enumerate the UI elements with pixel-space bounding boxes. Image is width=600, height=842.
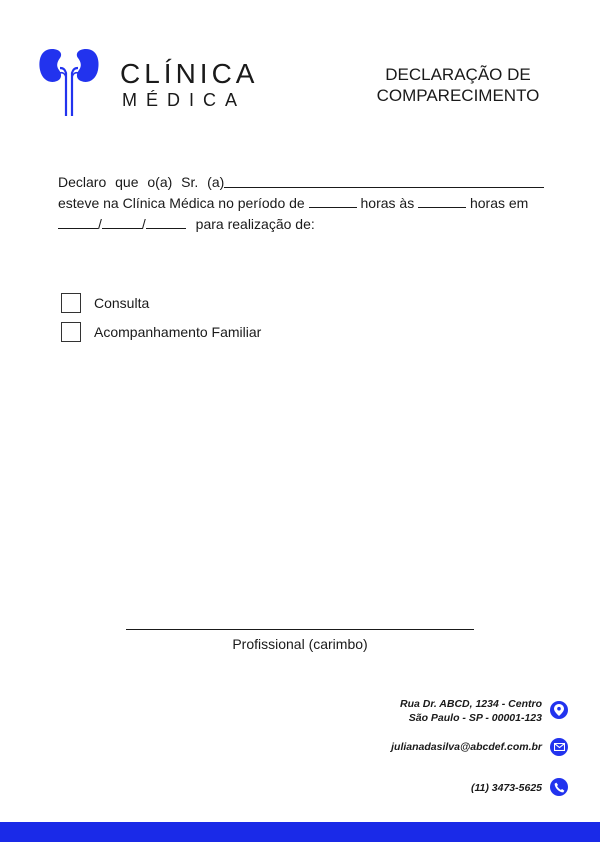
phone-icon bbox=[550, 778, 568, 796]
statement-prefix: Declaro que o(a) Sr. (a) bbox=[58, 174, 225, 190]
document-title bbox=[360, 64, 556, 106]
address-line-1: Rua Dr. ABCD, 1234 - Centro bbox=[400, 698, 542, 710]
option-label: Acompanhamento Familiar bbox=[94, 324, 262, 340]
statement bbox=[58, 172, 544, 235]
statement-line-2 bbox=[58, 193, 544, 214]
checkbox[interactable] bbox=[61, 322, 81, 342]
option-label: Consulta bbox=[94, 295, 150, 311]
email-icon bbox=[550, 738, 568, 756]
period-text: esteve na Clínica Médica no período de bbox=[58, 195, 309, 211]
checkbox[interactable] bbox=[61, 293, 81, 313]
title-line-2: COMPARECIMENTO bbox=[376, 86, 540, 105]
title-line-1: DECLARAÇÃO DE bbox=[385, 65, 531, 84]
hours-to-text: horas às bbox=[356, 195, 419, 211]
end-hour-field[interactable] bbox=[418, 206, 466, 208]
signature-label: Profissional (carimbo) bbox=[232, 636, 368, 652]
date-separator: / bbox=[98, 216, 102, 232]
location-icon bbox=[550, 701, 568, 719]
option-acompanhamento[interactable] bbox=[61, 322, 261, 342]
statement-line-3 bbox=[58, 214, 544, 235]
footer-bar bbox=[0, 822, 600, 842]
address bbox=[400, 697, 542, 725]
brand-subtitle: MÉDICA bbox=[122, 90, 247, 110]
brand-name: CLÍNICA bbox=[120, 58, 259, 89]
start-hour-field[interactable] bbox=[309, 206, 357, 208]
phone[interactable]: (11) 3473-5625 bbox=[470, 782, 542, 794]
day-field[interactable] bbox=[58, 227, 98, 229]
month-field[interactable] bbox=[102, 227, 142, 229]
kidneys-icon bbox=[38, 46, 100, 116]
statement-line-1 bbox=[58, 172, 544, 193]
address-line-2: São Paulo - SP - 00001-123 bbox=[408, 712, 542, 724]
year-field[interactable] bbox=[146, 227, 186, 229]
signature-line[interactable] bbox=[126, 629, 474, 630]
option-consulta[interactable] bbox=[61, 293, 149, 313]
name-field[interactable] bbox=[224, 172, 544, 188]
email[interactable]: julianadasilva@abcdef.com.br bbox=[391, 741, 542, 753]
date-separator: / bbox=[141, 216, 146, 232]
hours-on-text: horas em bbox=[466, 195, 529, 211]
purpose-text: para realização de: bbox=[195, 216, 315, 232]
